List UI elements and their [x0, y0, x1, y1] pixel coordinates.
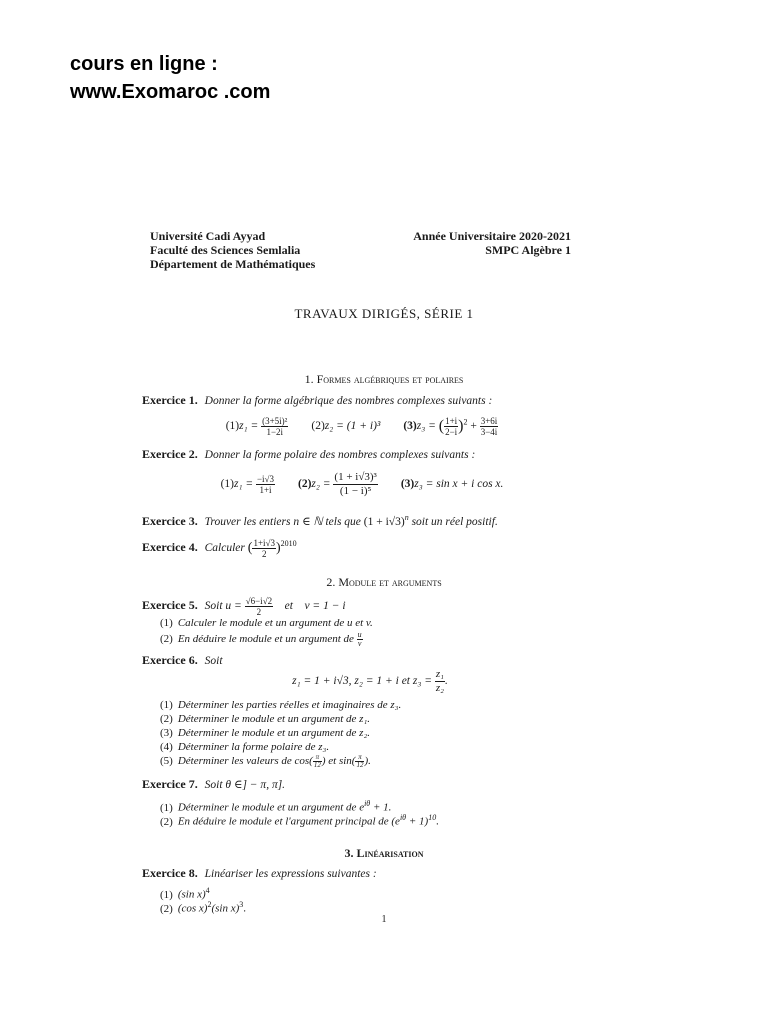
fraction: $\frac{1+i√3}{2}$: [253, 537, 275, 559]
exercise-1-formulas: (1)z₁ = $\frac{\text{(3+5i)²}}{1-2i}$ (2)z₂ = (1 + i)³ (3)z₃ = ( $\frac{1+i}{2-i}$ )$^2$ + $\frac{3+6i}{3-4i}$: [225, 416, 498, 437]
fraction: $\frac{u}{v}$: [357, 630, 362, 648]
formula-text: z₃ = sin x + i cos x.: [414, 478, 504, 491]
list-item: (1) Déterminer le module et un argument de $e^{i\theta} + 1$.: [160, 799, 392, 814]
list-item: (2) En déduire le module et un argument de $\frac{u}{v}$: [160, 630, 362, 648]
fraction: $\frac{√6-i√2}{2}$: [245, 596, 273, 617]
university-name: Université Cadi Ayyad: [150, 229, 266, 243]
fraction: $\frac{\pi}{12}$: [356, 753, 364, 769]
exercise-statement: Donner la forme polaire des nombres complexes suivants :: [204, 449, 476, 461]
exercise-4: Exercice 4. Calculer ( $\frac{1+i√3}{2}$ )$^{2010}$: [142, 537, 297, 559]
watermark-line-2: www.Exomaroc .com: [70, 81, 271, 103]
formula-lhs: z₁ =: [234, 478, 254, 491]
plus-sign: +: [470, 420, 477, 433]
exercise-label: Exercice 4.: [142, 539, 198, 554]
exercise-label: Exercice 7.: [142, 777, 198, 791]
exercise-label: Exercice 5.: [142, 598, 198, 613]
formula-label: (1): [225, 420, 240, 433]
exercise-statement: Soit: [204, 655, 223, 667]
exponent: 2010: [280, 539, 297, 548]
conjunction: et: [284, 600, 293, 613]
period: .: [444, 675, 448, 688]
fraction: $\frac{-i√3}{1+i}$: [256, 474, 274, 495]
formula-label: (1): [220, 478, 234, 491]
exercise-statement: Calculer: [204, 541, 245, 554]
formula-label: (2): [311, 420, 325, 433]
page-number: 1: [381, 914, 387, 925]
document-title: TRAVAUX DIRIGÉS, SÉRIE 1: [294, 306, 474, 321]
list-item: (4) Déterminer la forme polaire de z₃.: [160, 741, 330, 753]
statement-part: tels que: [325, 515, 361, 528]
institution-block: [150, 229, 315, 271]
exercise-label: Exercice 2.: [142, 447, 198, 461]
exercise-statement: Soit θ ∈] − π, π].: [204, 779, 286, 791]
formula-text: z₂ = (1 + i)³: [324, 420, 381, 433]
section-heading-1: 1. Formes algébriques et polaires: [304, 372, 464, 386]
exponent: n: [404, 513, 409, 522]
formula-lhs: u =: [225, 600, 242, 613]
formula-label: (2): [298, 478, 312, 491]
exercise-2-formulas: [142, 471, 582, 498]
fraction: $\frac{\pi}{12}$: [313, 753, 321, 769]
exercise-1: [142, 393, 582, 409]
list-item: (2) (cos x)$^2$(sin x)$^3$.: [160, 900, 246, 915]
formula-label: (3): [400, 478, 415, 491]
site-watermark: [70, 50, 270, 106]
formula-lhs: z₁ =: [239, 420, 259, 433]
exercise-5: [142, 596, 582, 617]
exercise-2: [142, 447, 582, 463]
statement-math: (1 + i√3): [363, 515, 405, 528]
exponent: 2: [463, 417, 468, 427]
formula-lhs: z₂ =: [311, 478, 331, 491]
list-item: (3) Déterminer le module et un argument de z₂.: [160, 727, 371, 739]
faculty-name: Faculté des Sciences Semlalia: [150, 243, 301, 257]
fraction: $\frac{\text{z₁}}{\text{z₂}}$: [435, 668, 444, 694]
exercise-statement: Linéariser les expressions suivantes :: [204, 868, 377, 880]
fraction: $\frac{1+i}{2-i}$: [445, 416, 458, 437]
watermark-line-1: cours en ligne :: [70, 53, 218, 75]
exercise-label: Exercice 1.: [142, 393, 198, 407]
statement-math: n ∈ ℕ: [293, 515, 323, 528]
formula-text: v = 1 − i: [304, 600, 346, 613]
list-item: (1) Déterminer les parties réelles et imaginaires de z₃.: [160, 699, 402, 711]
course-block: [413, 229, 571, 257]
exercise-8: [142, 866, 582, 882]
section-heading-3: 3. Linéarisation: [344, 846, 424, 860]
exercise-7: [142, 777, 582, 793]
exercise-label: Exercice 3.: [142, 513, 198, 528]
exercise-6-formula: [150, 668, 590, 695]
course-name: SMPC Algèbre 1: [485, 243, 571, 257]
list-item: (1) Calculer le module et un argument de u et v.: [160, 617, 373, 629]
fraction: $\frac{3+6i}{3-4i}$: [480, 416, 498, 437]
statement-part: Trouver les entiers: [204, 515, 291, 528]
exercise-label: Exercice 8.: [142, 866, 198, 880]
list-item: (2) Déterminer le module et un argument de z₁.: [160, 713, 371, 725]
fraction: $\frac{\text{(1 + i√3)³}}{\text{(1 − i)⁵}}$: [334, 471, 377, 497]
exercise-6: [142, 653, 582, 669]
list-item: (1) (sin x)$^4$: [160, 886, 210, 901]
formula-text: z₁ = 1 + i√3, z₂ = 1 + i et z₃ =: [292, 675, 432, 688]
department-name: Département de Mathématiques: [150, 257, 316, 271]
formula-label: (3): [403, 420, 417, 433]
exercise-statement: Soit: [204, 600, 223, 613]
exercise-label: Exercice 6.: [142, 653, 198, 667]
exercise-statement: Donner la forme algébrique des nombres complexes suivants :: [204, 395, 493, 407]
exercise-3: [142, 510, 582, 530]
section-heading-2: 2. Module et arguments: [326, 575, 442, 589]
statement-part: soit un réel positif.: [411, 515, 498, 528]
list-item: (5) Déterminer les valeurs de cos( $\frac{\pi}{12}$ ) et sin( $\frac{\pi}{12}$ ).: [160, 753, 371, 769]
academic-year: Année Universitaire 2020-2021: [413, 229, 571, 243]
fraction: $\frac{\text{(3+5i)²}}{1-2i}$: [262, 416, 288, 437]
list-item: (2) En déduire le module et l'argument principal de $(e^{i\theta} + 1)^{10}$.: [160, 813, 439, 828]
formula-lhs: z₃ =: [416, 420, 436, 433]
